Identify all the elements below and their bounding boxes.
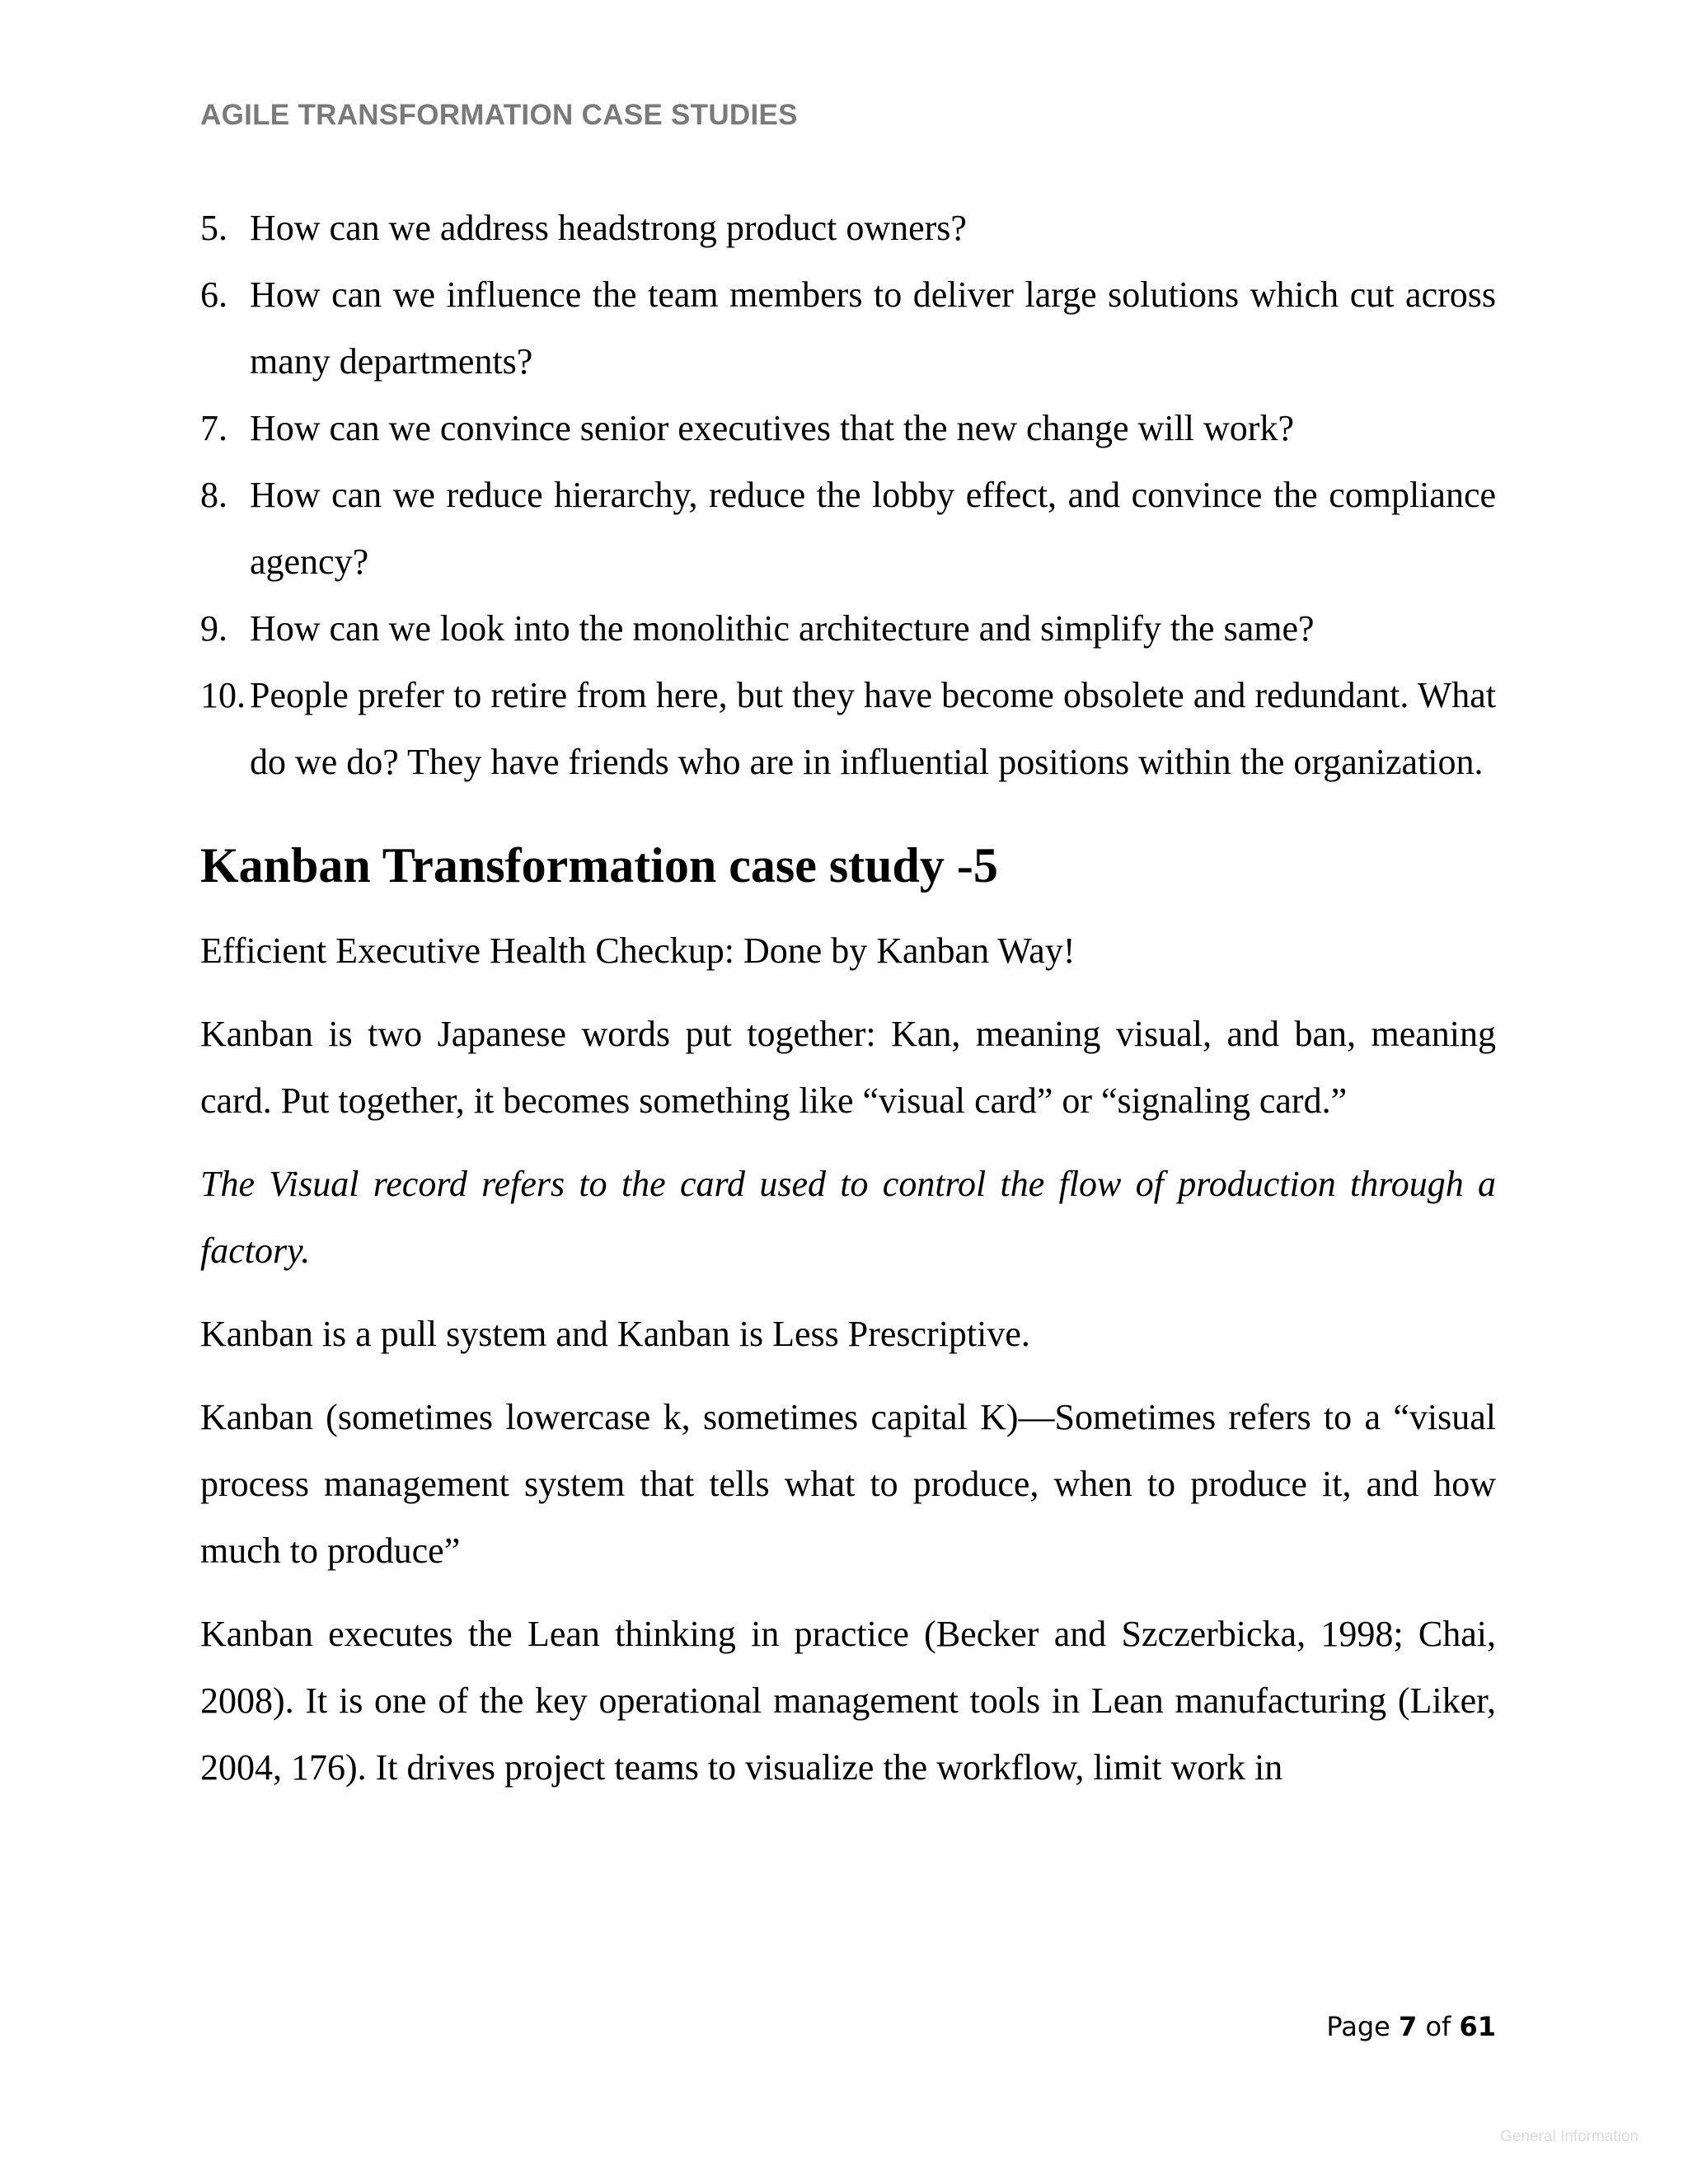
paragraph-subtitle: Efficient Executive Health Checkup: Done by Kanban Way! — [200, 930, 1076, 971]
list-item-text: How can we influence the team members to deliver large solutions which cut across many departments? — [250, 274, 1496, 382]
paragraph-lean-thinking: Kanban executes the Lean thinking in practice (Becker and Szczerbicka, 1998; Chai, 2008). It is one of the key operational management tools in Lean manufacturing (Liker, 2004, 176). It drives project teams to visualize the workflow, limit work in — [200, 1614, 1496, 1788]
list-item-number: 7. — [200, 408, 227, 448]
paragraph-pull-system: Kanban is a pull system and Kanban is Less Prescriptive. — [200, 1314, 1030, 1354]
running-header: AGILE TRANSFORMATION CASE STUDIES — [200, 99, 798, 131]
list-item-number: 9. — [200, 608, 227, 649]
current-page: 7 — [1399, 2011, 1418, 2042]
page-number — [1326, 2011, 1496, 2042]
list-item — [200, 595, 1496, 662]
paragraph-italic-note: The Visual record refers to the card used to control the flow of production through a factory. — [200, 1164, 1496, 1271]
list-item-text: How can we convince senior executives that the new change will work? — [250, 408, 1294, 448]
list-item-number: 8. — [200, 475, 227, 515]
list-item-text: How can we reduce hierarchy, reduce the lobby effect, and convince the compliance agency? — [250, 475, 1496, 582]
paragraph-definition: Kanban is two Japanese words put together: Kan, meaning visual, and ban, meaning card. Put together, it becomes something like “visual card” or “signaling card.” — [200, 1014, 1496, 1121]
question-list — [200, 194, 1496, 795]
section-heading: Kanban Transformation case study -5 — [200, 838, 998, 893]
list-item-text: How can we address headstrong product owners? — [250, 208, 967, 248]
list-item — [200, 261, 1496, 395]
list-item — [200, 662, 1496, 795]
total-pages: 61 — [1459, 2011, 1496, 2042]
list-item-number: 5. — [200, 208, 227, 248]
list-item-text: How can we look into the monolithic architecture and simplify the same? — [250, 608, 1315, 649]
list-item — [200, 395, 1496, 462]
list-item-number: 10. — [200, 675, 246, 715]
list-item-text: People prefer to retire from here, but they have become obsolete and redundant. What do we do? They have friends who are in influential positions within the organization. — [250, 675, 1496, 782]
of-label: of — [1425, 2011, 1451, 2042]
page-label: Page — [1326, 2011, 1390, 2042]
page-content — [200, 194, 1496, 1817]
paragraph-visual-process: Kanban (sometimes lowercase k, sometimes capital K)—Sometimes refers to a “visual process management system that tells what to produce, when to produce it, and how much to produce” — [200, 1397, 1496, 1571]
list-item — [200, 462, 1496, 595]
list-item-number: 6. — [200, 274, 227, 315]
list-item — [200, 194, 1496, 261]
classification-label: General Information — [1500, 2128, 1639, 2145]
